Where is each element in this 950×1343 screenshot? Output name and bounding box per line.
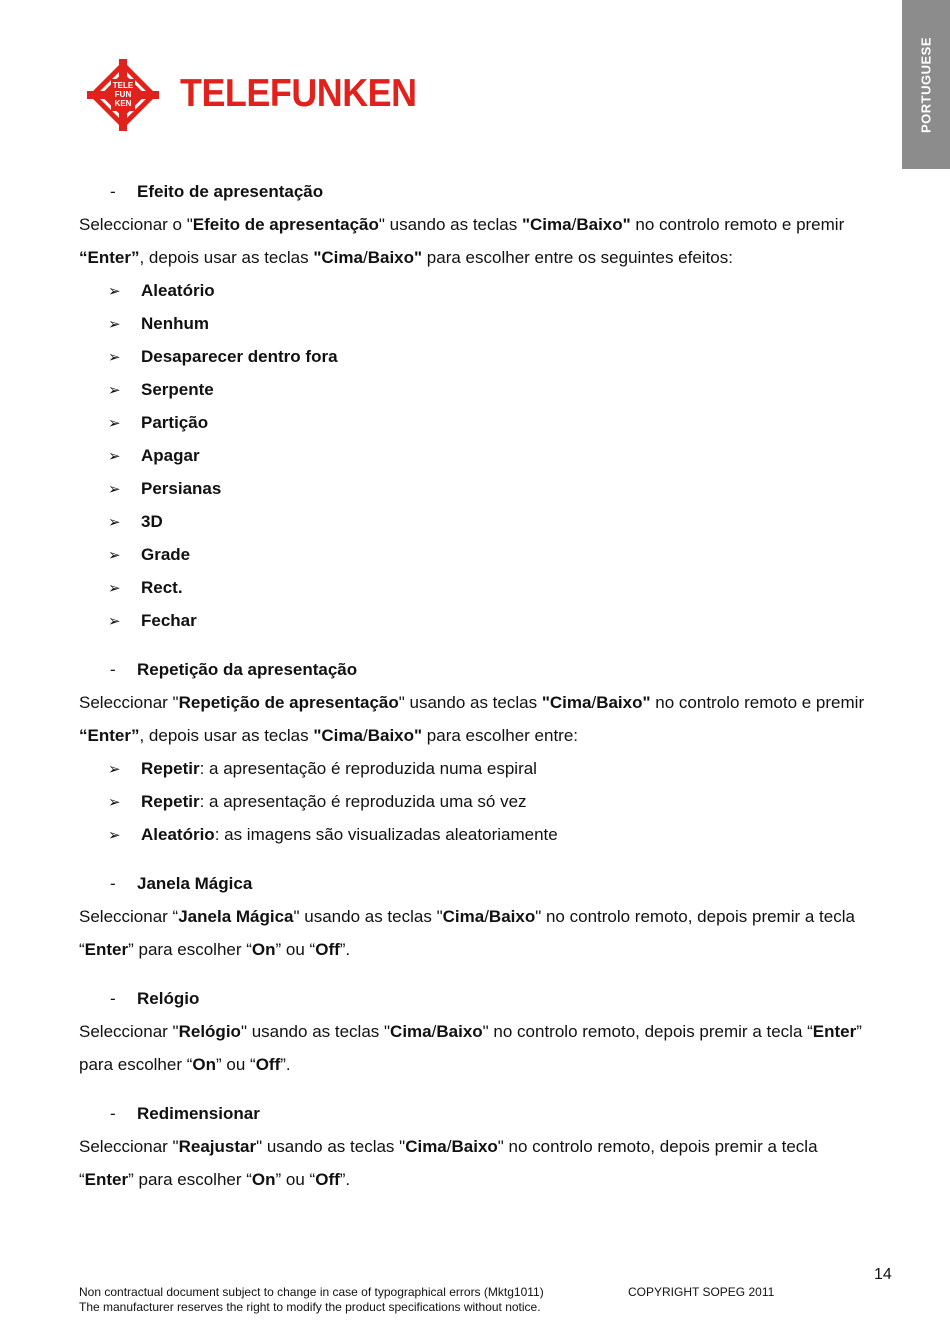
list-item <box>79 604 894 637</box>
bold-text: “Enter” <box>79 726 140 745</box>
arrow-bullet-icon: ➢ <box>108 613 121 630</box>
dash-marker: - <box>110 989 116 1008</box>
bold-text: Partição <box>141 413 209 432</box>
telefunken-emblem-icon <box>84 56 162 134</box>
dash-marker: - <box>110 1104 116 1123</box>
text-run: Seleccionar " <box>79 1022 179 1041</box>
section-heading-text: Repetição da apresentação <box>137 660 358 679</box>
section-gap <box>79 1081 894 1097</box>
bold-text: Cima <box>390 1022 432 1041</box>
section-heading-text: Redimensionar <box>137 1104 260 1123</box>
bold-text: Janela Mágica <box>178 907 294 926</box>
bold-text: Cima <box>442 907 485 926</box>
text-run: " no controlo remoto, depois premir a tecla “ <box>482 1022 813 1041</box>
bold-text: Off <box>315 940 340 959</box>
bold-text: Rect. <box>141 578 183 597</box>
bold-text: Baixo" <box>576 215 631 234</box>
text-run: , depois usar as teclas <box>139 726 314 745</box>
text-run: Seleccionar o " <box>79 215 193 234</box>
list-item <box>79 307 894 340</box>
text-run: / <box>484 907 489 926</box>
paragraph-line <box>79 1130 894 1163</box>
bold-text: Baixo <box>451 1137 498 1156</box>
dash-marker: - <box>110 660 116 679</box>
text-run: para escolher “ <box>79 1055 193 1074</box>
paragraph-line <box>79 1048 894 1081</box>
text-run: : a apresentação é reproduzida numa espiral <box>199 759 537 778</box>
bold-text: On <box>192 1055 216 1074</box>
bold-text: Grade <box>141 545 191 564</box>
section-gap <box>79 637 894 653</box>
section-heading-text: Efeito de apresentação <box>137 182 324 201</box>
bold-text: Nenhum <box>141 314 209 333</box>
list-item <box>79 571 894 604</box>
text-run: no controlo remoto e premir <box>630 215 845 234</box>
dash-marker: - <box>110 182 116 201</box>
text-run: / <box>446 1137 452 1156</box>
bold-text: "Cima <box>313 726 363 745</box>
text-run: / <box>362 248 368 267</box>
text-run: / <box>571 215 577 234</box>
bold-text: Enter <box>84 940 129 959</box>
bold-text: On <box>251 1170 276 1189</box>
bold-text: Baixo" <box>596 693 651 712</box>
text-run: / <box>431 1022 437 1041</box>
arrow-bullet-icon: ➢ <box>108 382 121 399</box>
bold-text: Baixo" <box>367 726 423 745</box>
paragraph-line <box>79 933 894 966</box>
section-gap <box>79 966 894 982</box>
arrow-bullet-icon: ➢ <box>108 580 121 597</box>
text-run: Seleccionar " <box>79 693 179 712</box>
bold-text: Fechar <box>141 611 197 630</box>
bold-text: Repetição de apresentação <box>178 693 399 712</box>
section-heading <box>79 1097 894 1130</box>
arrow-bullet-icon: ➢ <box>108 514 121 531</box>
arrow-bullet-icon: ➢ <box>108 481 121 498</box>
logo-wordmark: TELEFUNKEN <box>180 72 417 115</box>
bold-text: Efeito de apresentação <box>192 215 379 234</box>
paragraph-line <box>79 686 894 719</box>
footer-copyright: COPYRIGHT SOPEG 2011 <box>628 1285 775 1299</box>
list-item <box>79 439 894 472</box>
bold-text: Aleatório <box>141 825 215 844</box>
section-heading <box>79 175 894 208</box>
document-body <box>79 175 894 1196</box>
arrow-bullet-icon: ➢ <box>108 827 121 844</box>
paragraph-line <box>79 241 894 274</box>
paragraph-line <box>79 719 894 752</box>
paragraph-line <box>79 1015 894 1048</box>
text-run: ” ou “ <box>275 940 316 959</box>
text-run: / <box>362 726 368 745</box>
bold-text: 3D <box>141 512 163 531</box>
list-item <box>79 752 894 785</box>
paragraph-line <box>79 900 894 933</box>
list-item <box>79 785 894 818</box>
text-run: " usando as teclas <box>398 693 542 712</box>
bold-text: Desaparecer dentro fora <box>141 347 338 366</box>
bold-text: Apagar <box>141 446 200 465</box>
section-gap <box>79 851 894 867</box>
paragraph-line <box>79 1163 894 1196</box>
bold-text: Serpente <box>141 380 214 399</box>
text-run: Seleccionar " <box>79 1137 179 1156</box>
page-number: 14 <box>874 1266 892 1283</box>
bold-text: Enter <box>812 1022 857 1041</box>
list-item <box>79 373 894 406</box>
list-item <box>79 538 894 571</box>
arrow-bullet-icon: ➢ <box>108 794 121 811</box>
text-run: : as imagens são visualizadas aleatoriamente <box>214 825 558 844</box>
bold-text: Repetir <box>141 759 200 778</box>
text-run: ” ou “ <box>216 1055 256 1074</box>
text-run: “ <box>79 940 85 959</box>
bold-text: "Cima <box>521 215 572 234</box>
text-run: / <box>591 693 597 712</box>
language-tab <box>902 0 950 169</box>
page-footer <box>79 1285 775 1315</box>
section-heading <box>79 867 894 900</box>
section-heading-text: Janela Mágica <box>137 874 253 893</box>
arrow-bullet-icon: ➢ <box>108 349 121 366</box>
section-heading <box>79 653 894 686</box>
bold-text: Relógio <box>178 1022 241 1041</box>
bold-text: “Enter” <box>79 248 140 267</box>
paragraph-line <box>79 208 894 241</box>
emblem-line-1: TELE <box>112 81 134 90</box>
text-run: " usando as teclas " <box>293 907 443 926</box>
text-run: no controlo remoto e premir <box>650 693 865 712</box>
bold-text: Repetir <box>141 792 200 811</box>
emblem-line-3: KEN <box>114 99 132 108</box>
arrow-bullet-icon: ➢ <box>108 316 121 333</box>
text-run: ” para escolher “ <box>128 940 252 959</box>
arrow-bullet-icon: ➢ <box>108 415 121 432</box>
bold-text: Enter <box>84 1170 129 1189</box>
bold-text: Off <box>315 1170 340 1189</box>
text-run: ”. <box>339 940 351 959</box>
text-run: ”. <box>339 1170 351 1189</box>
text-run: ” para escolher “ <box>128 1170 252 1189</box>
bold-text: Cima <box>405 1137 447 1156</box>
text-run: , depois usar as teclas <box>139 248 314 267</box>
arrow-bullet-icon: ➢ <box>108 283 121 300</box>
list-item <box>79 406 894 439</box>
language-tab-label: PORTUGUESE <box>918 36 934 133</box>
text-run: " usando as teclas <box>378 215 522 234</box>
bold-text: Persianas <box>141 479 222 498</box>
text-run: para escolher entre os seguintes efeitos: <box>422 248 733 267</box>
bold-text: On <box>251 940 276 959</box>
bold-text: Baixo <box>488 907 536 926</box>
bold-text: Baixo" <box>367 248 423 267</box>
list-item <box>79 818 894 851</box>
bold-text: "Cima <box>541 693 592 712</box>
bold-text: Aleatório <box>141 281 215 300</box>
list-item <box>79 472 894 505</box>
arrow-bullet-icon: ➢ <box>108 761 121 778</box>
text-run: “ <box>79 1170 85 1189</box>
text-run: " no controlo remoto, depois premir a tecla <box>535 907 855 926</box>
text-run: ”. <box>280 1055 291 1074</box>
text-run: " usando as teclas " <box>240 1022 391 1041</box>
text-run: ” ou “ <box>275 1170 316 1189</box>
section-heading <box>79 982 894 1015</box>
bold-text: "Cima <box>313 248 363 267</box>
list-item <box>79 505 894 538</box>
telefunken-logo <box>84 56 417 136</box>
footer-notice: The manufacturer reserves the right to modify the product specifications without notice. <box>79 1300 541 1314</box>
list-item <box>79 274 894 307</box>
bold-text: Off <box>255 1055 281 1074</box>
bold-text: Baixo <box>436 1022 483 1041</box>
dash-marker: - <box>110 874 116 893</box>
arrow-bullet-icon: ➢ <box>108 547 121 564</box>
list-item <box>79 340 894 373</box>
text-run: para escolher entre: <box>422 726 578 745</box>
text-run: " usando as teclas " <box>256 1137 406 1156</box>
arrow-bullet-icon: ➢ <box>108 448 121 465</box>
text-run: ” <box>856 1022 862 1041</box>
footer-disclaimer: Non contractual document subject to change in case of typographical errors (Mktg1011) <box>79 1285 544 1299</box>
section-heading-text: Relógio <box>137 989 200 1008</box>
bold-text: Reajustar <box>178 1137 257 1156</box>
text-run: Seleccionar “ <box>79 907 179 926</box>
emblem-line-2: FUN <box>114 90 132 99</box>
text-run: " no controlo remoto, depois premir a tecla <box>497 1137 818 1156</box>
text-run: : a apresentação é reproduzida uma só vez <box>199 792 527 811</box>
